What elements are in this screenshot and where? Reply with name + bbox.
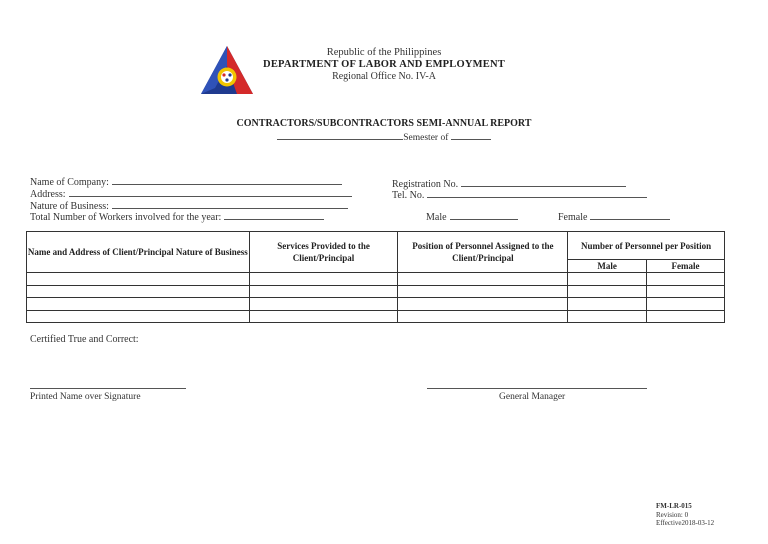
nature-input[interactable] — [112, 200, 348, 209]
col-position-header: Position of Personnel Assigned to the Client/Principal — [398, 232, 568, 273]
address-input[interactable] — [69, 188, 352, 197]
male-label: Male — [426, 212, 447, 223]
company-field — [30, 176, 342, 188]
col-client-header: Name and Address of Client/Principal Nature of Business — [27, 232, 250, 273]
table-cell[interactable] — [27, 273, 250, 286]
address-field — [30, 188, 352, 200]
table-cell[interactable] — [398, 285, 568, 298]
republic-label: Republic of the Philippines — [326, 47, 442, 58]
table-row — [27, 285, 725, 298]
total-workers-label: Total Number of Workers involved for the year: — [30, 212, 222, 223]
table-row — [27, 310, 725, 323]
table-cell[interactable] — [398, 298, 568, 311]
table-row — [27, 298, 725, 311]
table-cell[interactable] — [647, 273, 725, 286]
table-cell[interactable] — [647, 298, 725, 311]
company-label: Name of Company: — [30, 177, 109, 188]
male-input[interactable] — [450, 211, 518, 220]
form-revision: Revision: 0 — [656, 510, 689, 519]
department-name: DEPARTMENT OF LABOR AND EMPLOYMENT — [263, 59, 505, 70]
table-cell[interactable] — [568, 285, 647, 298]
col-male-header: Male — [568, 260, 647, 273]
regional-office: Regional Office No. IV-A — [332, 71, 436, 82]
table-cell[interactable] — [249, 298, 398, 311]
col-female-header: Female — [647, 260, 725, 273]
table-cell[interactable] — [568, 298, 647, 311]
table-cell[interactable] — [27, 298, 250, 311]
table-cell[interactable] — [27, 310, 250, 323]
general-manager-caption: General Manager — [499, 392, 566, 402]
table-cell[interactable] — [249, 273, 398, 286]
personnel-table — [26, 231, 725, 323]
signature-line-left[interactable] — [30, 388, 186, 389]
form-code: FM-LR-015 — [656, 502, 692, 510]
table-cell[interactable] — [249, 310, 398, 323]
form-effective-date: Effective2018-03-12 — [656, 519, 715, 527]
year-blank[interactable] — [451, 131, 491, 140]
table-cell[interactable] — [568, 273, 647, 286]
tel-input[interactable] — [427, 189, 647, 198]
table-cell[interactable] — [647, 285, 725, 298]
semester-line — [0, 131, 768, 143]
table-cell[interactable] — [27, 285, 250, 298]
total-workers-input[interactable] — [224, 211, 324, 220]
table-cell[interactable] — [398, 310, 568, 323]
company-input[interactable] — [112, 176, 342, 185]
report-title: CONTRACTORS/SUBCONTRACTORS SEMI-ANNUAL REPORT — [236, 118, 532, 129]
registration-input[interactable] — [461, 178, 626, 187]
female-field — [558, 211, 670, 223]
signature-line-right[interactable] — [427, 388, 647, 389]
address-label: Address: — [30, 189, 66, 200]
semester-blank[interactable] — [277, 131, 403, 140]
form-code-block — [656, 502, 714, 528]
tel-label: Tel. No. — [392, 190, 425, 201]
nature-label: Nature of Business: — [30, 201, 109, 212]
female-label: Female — [558, 212, 588, 223]
printed-name-caption: Printed Name over Signature — [30, 392, 141, 402]
female-input[interactable] — [590, 211, 670, 220]
table-cell[interactable] — [398, 273, 568, 286]
table-cell[interactable] — [647, 310, 725, 323]
semester-label: Semester of — [403, 133, 449, 143]
table-cell[interactable] — [249, 285, 398, 298]
total-workers-field — [30, 211, 324, 223]
male-field — [426, 211, 518, 223]
registration-label: Registration No. — [392, 179, 459, 190]
col-services-header: Services Provided to the Client/Principal — [249, 232, 398, 273]
certification-statement: Certified True and Correct: — [30, 334, 139, 345]
table-cell[interactable] — [568, 310, 647, 323]
tel-field — [392, 189, 647, 201]
table-row — [27, 273, 725, 286]
col-personnel-header: Number of Personnel per Position — [568, 232, 725, 260]
